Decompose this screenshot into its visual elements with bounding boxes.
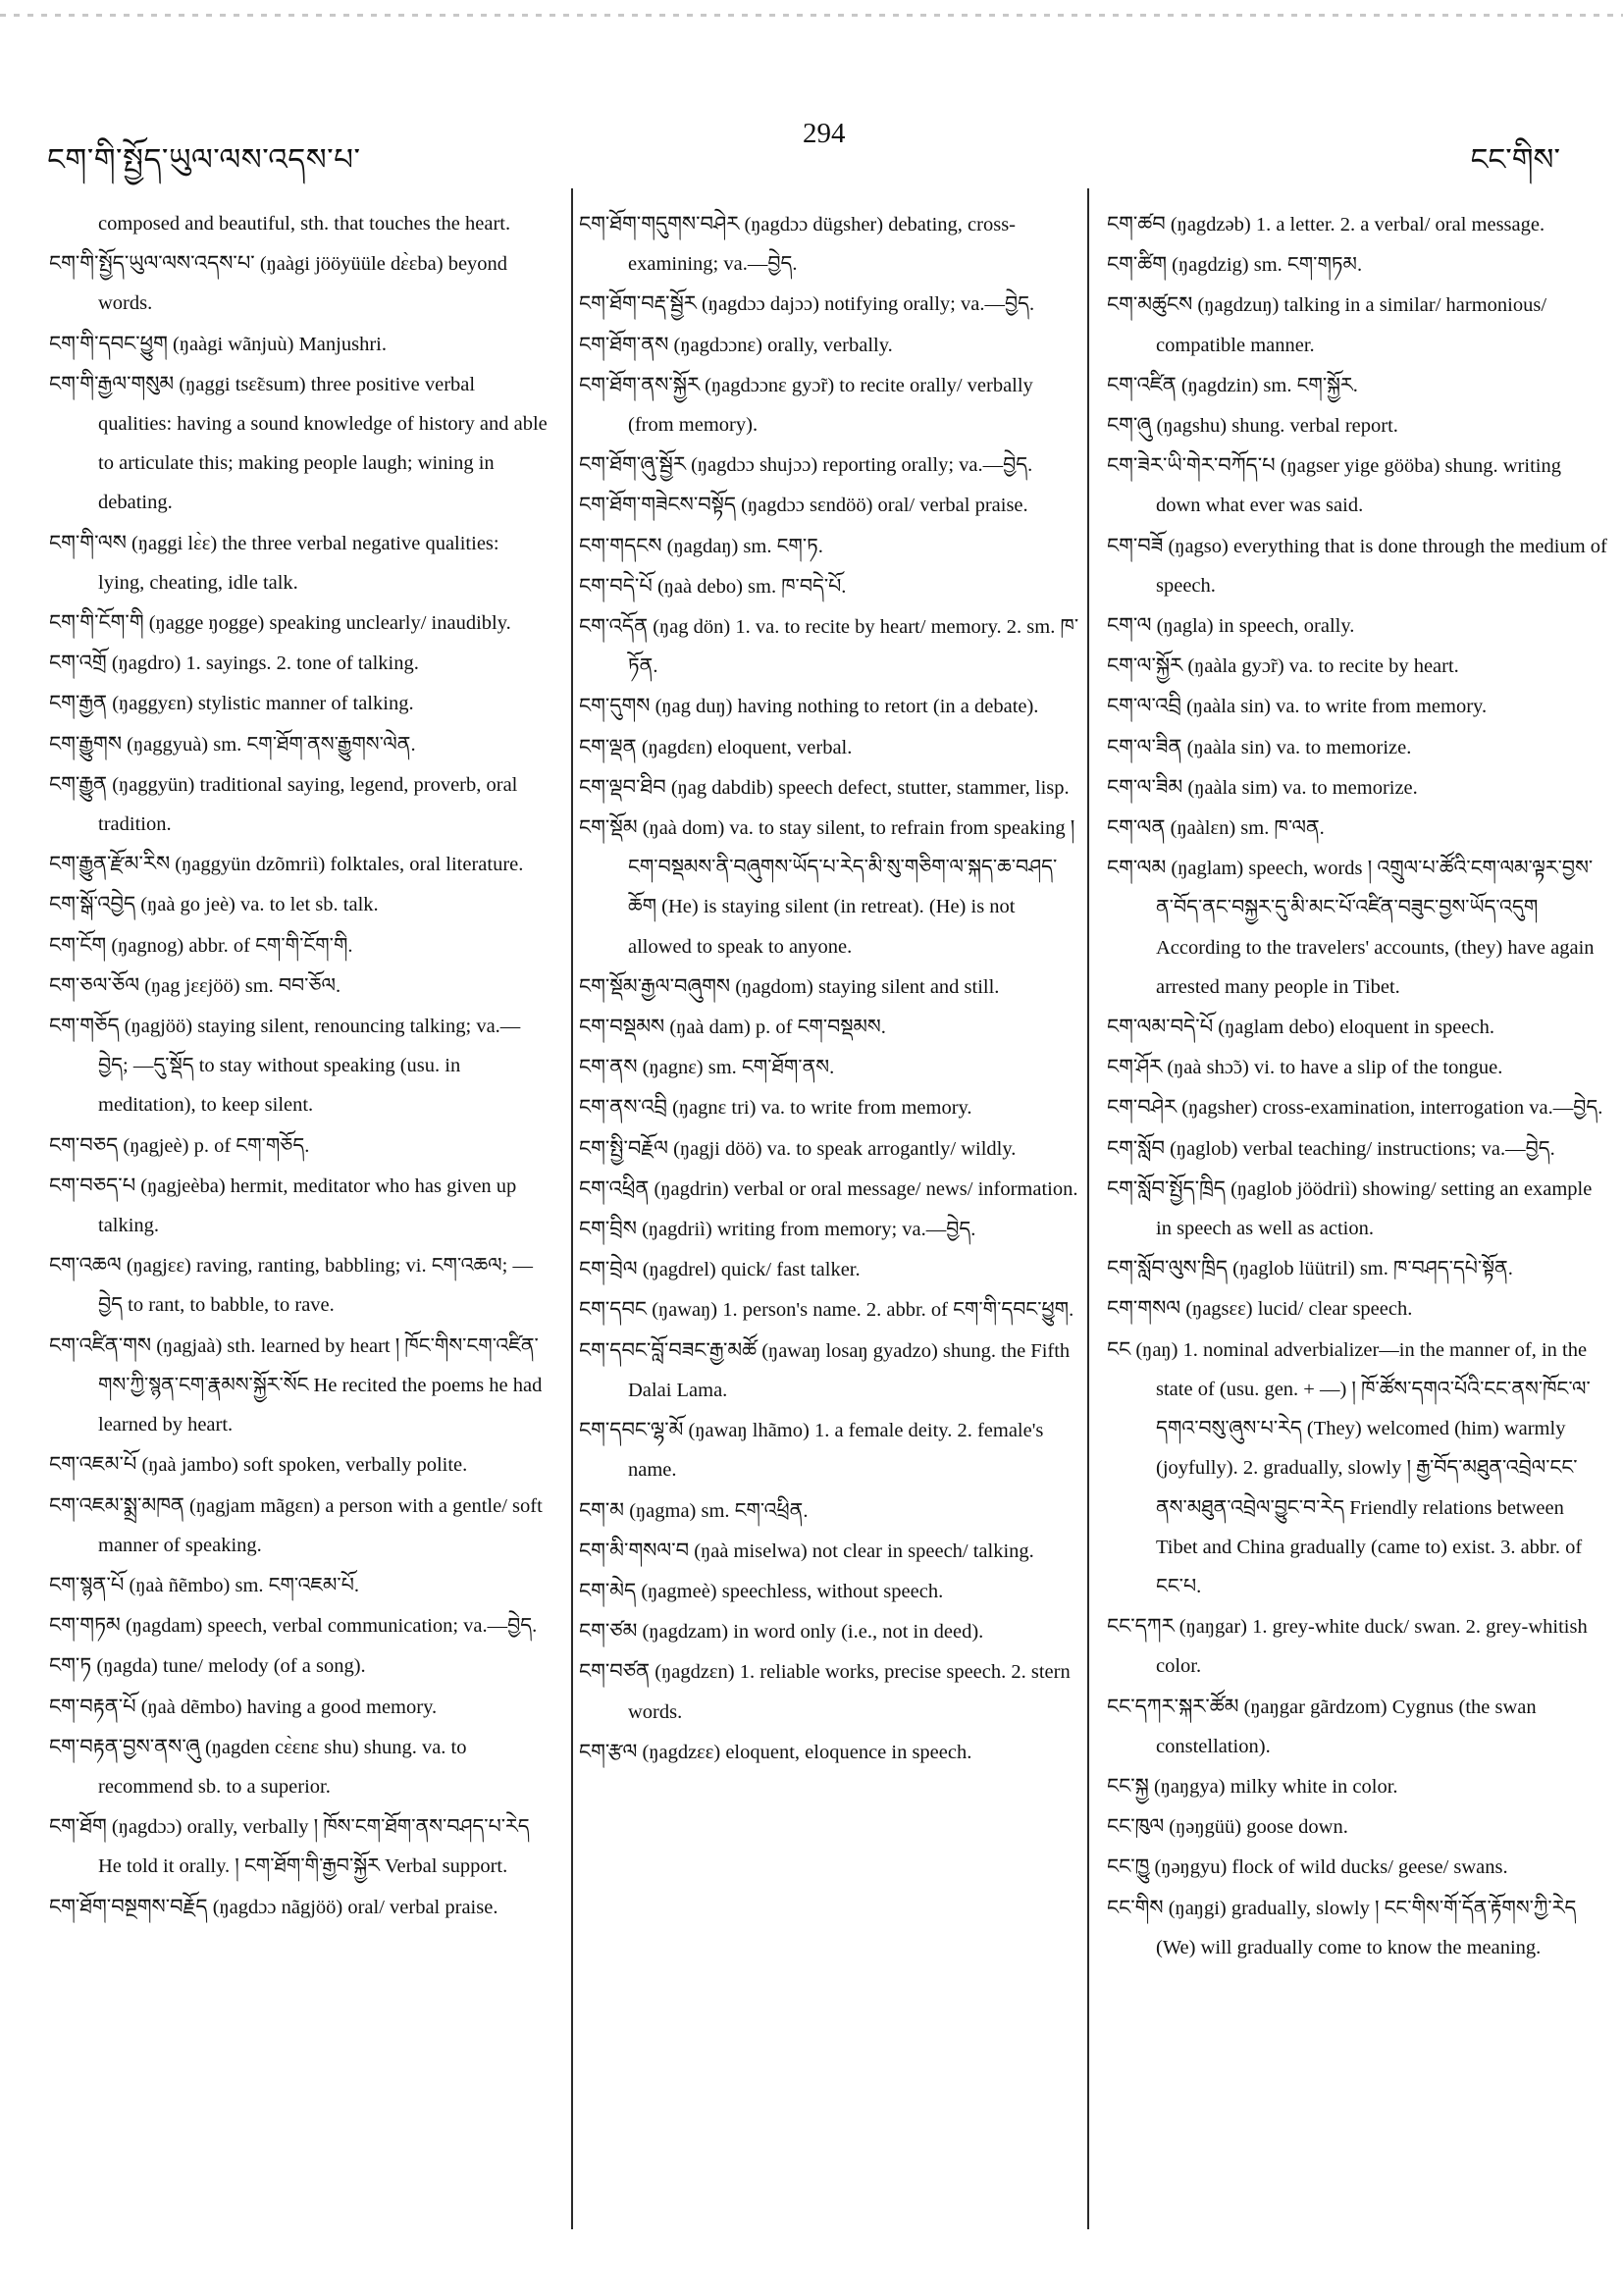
dictionary-entry: [49, 1245, 550, 1325]
dictionary-entry: [49, 1486, 550, 1565]
dictionary-entry: [49, 1687, 550, 1727]
entry-definition: (ŋagdzig) sm. ངག་གཏམ.: [1167, 254, 1363, 277]
entry-definition: (ŋag dabdib) speech defect, stutter, stammer, lisp.: [665, 776, 1070, 799]
dictionary-entry: [579, 1209, 1079, 1249]
entry-definition: (ŋag dön) 1. va. to recite by heart/ memory. 2. sm. ཁ་ཏོན.: [628, 616, 1079, 678]
entry-definition: (ŋagshu) shung. verbal report.: [1151, 415, 1398, 438]
entry-definition: (ŋaà ñẽmbo) sm. ངག་འཇམ་པོ.: [124, 1574, 359, 1596]
entry-headword: ངག་འགྲོ: [49, 651, 107, 675]
entry-headword: ངག་ཚབ: [1107, 212, 1166, 235]
entry-definition: (ŋagdɔɔ nãgjöö) oral/ verbal praise.: [207, 1896, 498, 1918]
dictionary-entry: [49, 1645, 550, 1686]
entry-definition: (ŋagma) sm. ངག་འཕྲིན.: [624, 1499, 809, 1522]
entry-definition: (ŋagda) tune/ melody (of a song).: [91, 1655, 366, 1678]
entry-headword: ངག་ཐོག་བསྔགས་བརྗོད: [49, 1894, 208, 1918]
entry-definition: (ŋaà dam) p. of ངག་བསྡམས.: [664, 1017, 886, 1039]
dictionary-entry: [49, 683, 550, 723]
dictionary-entry: [579, 1571, 1079, 1611]
entry-headword: ངག་སློབ་སྤྱོད་ཁྲིད: [1107, 1175, 1226, 1200]
running-head-right: ངང་གིས་: [1470, 142, 1560, 178]
entry-headword: ངག་གཅོད: [49, 1014, 120, 1038]
entry-definition: (ŋagden cɛ̀ɛnɛ shu) shung. va. to recommend sb. to a superior.: [98, 1736, 467, 1798]
dictionary-entry: [1107, 1687, 1607, 1766]
entry-headword: ངག་ཐོག: [49, 1814, 107, 1839]
dictionary-entry: [1107, 686, 1607, 726]
entry-headword: ངག་བྲིས: [579, 1217, 637, 1241]
entry-definition: (ŋawaŋ losaŋ gyadzo) shung. the Fifth Dalai Lama.: [628, 1339, 1071, 1401]
dictionary-entry: [1107, 285, 1607, 364]
entry-headword: ངག་ནས་འབྲི: [579, 1095, 667, 1120]
entry-definition: (ŋagdɔɔ dajɔɔ) notifying orally; va.—བྱེད.: [696, 293, 1035, 316]
entry-definition: (ŋaŋgar gãrdzom) Cygnus (the swan constellation).: [1156, 1696, 1537, 1757]
dictionary-entry: [49, 884, 550, 924]
entry-headword: ངག་མི་གསལ་བ: [579, 1538, 690, 1562]
entry-headword: ངག་ལན: [1107, 815, 1166, 840]
dictionary-entry: [1107, 1128, 1607, 1169]
entry-headword: ངག་ཏ: [49, 1653, 92, 1678]
dictionary-entry: [1107, 808, 1607, 848]
entry-headword: ངག་བཟོ: [1107, 533, 1164, 557]
entry-definition: (ŋagsher) cross-examination, interrogation va.—བྱེད.: [1177, 1097, 1603, 1120]
dictionary-entry: [579, 606, 1079, 686]
entry-headword: ངག་བརྟན་པོ: [49, 1694, 136, 1718]
entry-definition: (ŋagdrin) verbal or oral message/ news/ information.: [649, 1177, 1078, 1200]
entry-headword: ངག་གི་ལས: [49, 530, 127, 554]
dictionary-entry: [579, 1490, 1079, 1531]
column-2: [579, 204, 1079, 1772]
entry-definition: (ŋaglob jöödriì) showing/ setting an example in speech as well as action.: [1156, 1177, 1593, 1240]
entry-definition: (ŋaglam debo) eloquent in speech.: [1213, 1017, 1494, 1039]
entry-headword: ངག་སྡོམ: [579, 815, 638, 840]
entry-headword: ངག་ཤོར: [1107, 1055, 1163, 1079]
entry-headword: ངག་རྒྱུན་རྫོམ་རིས: [49, 852, 171, 876]
entry-definition: (ŋaà miselwa) not clear in speech/ talking.: [689, 1539, 1034, 1562]
dictionary-entry: [1107, 405, 1607, 445]
entry-definition: (ŋaglob lüütril) sm. ཁ་བཤད་དཔེ་སྟོན.: [1228, 1258, 1513, 1280]
entry-definition: (ŋagnɛ) sm. ངག་ཐོག་ནས.: [637, 1057, 835, 1079]
entry-headword: ངག་རྩལ: [579, 1739, 638, 1763]
entry-definition: (ŋag duŋ) having nothing to retort (in a debate).: [650, 696, 1039, 718]
entry-headword: ངག་དབང་བློ་བཟང་རྒྱ་མཚོ: [579, 1337, 758, 1362]
entry-headword: ངག་འཆལ: [49, 1253, 122, 1278]
dictionary-entry: [49, 1444, 550, 1485]
entry-headword: ངག་རྒྱན: [49, 691, 108, 715]
entry-definition: (ŋagdzam) in word only (i.e., not in deed).: [637, 1621, 984, 1644]
entry-definition: (ŋaà go jeè) va. to let sb. talk.: [135, 894, 379, 916]
entry-definition: (ŋaglob) verbal teaching/ instructions; va.—བྱེད.: [1164, 1137, 1555, 1160]
entry-definition: (ŋagdɔɔ shujɔɔ) reporting orally; va.—བྱེད.: [685, 454, 1033, 477]
dictionary-entry: [579, 1732, 1079, 1772]
entry-definition: (ŋaà shɔ̃ɔ) vi. to have a slip of the tongue.: [1162, 1057, 1503, 1079]
dictionary-entry: [579, 526, 1079, 566]
entry-headword: ངང་ཁྱུ: [1107, 1854, 1150, 1879]
dictionary-entry: [1107, 365, 1607, 405]
entry-headword: ངང་གིས: [1107, 1895, 1164, 1919]
entry-headword: ངག་ཙམ: [579, 1619, 638, 1644]
entry-headword: ངག་ལ་སྐྱོར: [1107, 653, 1183, 678]
dictionary-entry: [49, 1887, 550, 1927]
dictionary-entry: [579, 485, 1079, 525]
entry-headword: ངག་ཟེར་ཡི་གེར་བཀོད་པ: [1107, 453, 1276, 478]
entry-headword: ངག་འཇམ་པོ: [49, 1452, 137, 1477]
entry-headword: ངག་འཛིན: [1107, 372, 1177, 396]
entry-headword: ངག་ཅལ་ཅོལ: [49, 972, 140, 997]
entry-headword: ངག་བཙན: [579, 1659, 651, 1684]
entry-definition: (ŋaŋ) 1. nominal adverbializer—in the manner of, in the state of (usu. gen. + —) ། ཁོ་ཚོས་དགའ་པོའི་ངང་ནས་ཁོང་ལ་དགའ་བསུ་ཞུས་པ་རེད (They) welcomed (him) warmly (joyfully). 2. gradually, slowly ། རྒྱ་བོད་མཐུན་འབྲེལ་ངང་ནས་མཐུན་འབྲེལ་བྱུང་བ་རེད Friendly relations between Tibet and China gradually (came to) exist. 3. abbr. of ངང་པ.: [1130, 1338, 1591, 1597]
entry-headword: ངག་དུགས: [579, 694, 651, 718]
entry-headword: ངང་སྐྱ: [1107, 1773, 1149, 1798]
dictionary-entry: [49, 724, 550, 764]
entry-headword: ངག་བཤེར: [1107, 1095, 1178, 1120]
entry-headword: ངག་སྒོ་འབྱེད: [49, 892, 136, 916]
entry-headword: ངག་ཐོག་ནས: [579, 332, 669, 356]
dictionary-entry: [579, 1047, 1079, 1087]
entry-definition: (ŋaàla sin) va. to memorize.: [1181, 736, 1412, 758]
entry-headword: ངག་སློབ: [1107, 1135, 1165, 1160]
dictionary-entry: [49, 1806, 550, 1886]
dictionary-entry: [579, 444, 1079, 485]
entry-definition: (ŋagjam mãgɛn) a person with a gentle/ soft manner of speaking.: [98, 1494, 543, 1556]
entry-headword: ངག་བསྡམས: [579, 1015, 665, 1039]
entry-definition: (ŋagla) in speech, orally.: [1151, 615, 1355, 638]
column-3: [1107, 204, 1607, 1967]
entry-definition: (ŋagdzɛn) 1. reliable works, precise speech. 2. stern words.: [628, 1661, 1071, 1723]
entry-headword: ངག་འདོན: [579, 614, 649, 639]
dictionary-entry: [579, 365, 1079, 444]
dictionary-entry: [1107, 1766, 1607, 1806]
entry-headword: ངག་གི་དབང་ཕྱུག: [49, 331, 168, 355]
entry-headword: ངག་འཇམ་སྨྲ་མཁན: [49, 1492, 184, 1517]
entry-definition: (ŋagjöö) staying silent, renouncing talking; va.—བྱེད; —དུ་སྡོད to stay without speaking (usu. in meditation), to keep silent.: [98, 1016, 521, 1117]
entry-headword: ངང་ཁུལ: [1107, 1814, 1165, 1839]
dictionary-entry: [579, 1331, 1079, 1410]
entry-definition: (ŋaŋgar) 1. grey-white duck/ swan. 2. grey-whitish color.: [1156, 1616, 1588, 1678]
column-divider: [571, 188, 573, 2229]
entry-headword: ངག་ཐོག་ནས་སྐྱོར: [579, 372, 701, 396]
dictionary-entry: [1107, 1606, 1607, 1686]
dictionary-entry: [1107, 1888, 1607, 1967]
dictionary-entry: [1107, 526, 1607, 605]
dictionary-entry: [1107, 1047, 1607, 1087]
dictionary-entry: [579, 1611, 1079, 1651]
dictionary-entry: [1107, 1847, 1607, 1887]
dictionary-entry: [579, 727, 1079, 767]
entry-definition: (ŋagdzuŋ) talking in a similar/ harmonious/ compatible manner.: [1156, 294, 1547, 356]
entry-definition: (ŋaggyün) traditional saying, legend, proverb, oral tradition.: [98, 773, 518, 836]
entry-headword: ངག་ཚིག: [1107, 252, 1168, 277]
entry-headword: ངག་ནས: [579, 1055, 638, 1079]
entry-headword: ངང་དཀར་སྐར་ཚོམ: [1107, 1694, 1239, 1718]
dictionary-entry: [579, 284, 1079, 324]
entry-definition: (ŋaàgi jööyüüle dɛ̀ɛba) beyond words.: [98, 253, 508, 315]
dictionary-entry: [49, 602, 550, 643]
entry-headword: ངག་བྲེལ: [579, 1257, 638, 1281]
entry-definition: (ŋaà dẽmbo) having a good memory.: [135, 1696, 438, 1718]
entry-definition: (ŋagser yige gööba) shung. writing down what ever was said.: [1156, 455, 1561, 517]
dictionary-entry: [49, 1125, 550, 1166]
entry-headword: ངག་ལམ: [1107, 856, 1167, 880]
dictionary-entry: [49, 925, 550, 965]
entry-headword: ངག་ངོག: [49, 932, 107, 957]
dictionary-entry: [1107, 605, 1607, 646]
dictionary-entry: [579, 1289, 1079, 1330]
entry-definition: (ŋagjaà) sth. learned by heart ། ཁོང་གིས་ངག་འཛིན་གས་ཀྱི་སྙན་ངག་རྣམས་སྐྱོར་སོང He recited the poems he had learned by heart.: [98, 1334, 543, 1436]
dictionary-entry: [579, 767, 1079, 808]
dictionary-entry: [579, 325, 1079, 365]
dictionary-entry: [49, 764, 550, 844]
entry-definition: (ŋəŋgüü) goose down.: [1164, 1816, 1348, 1839]
dictionary-entry: [1107, 1087, 1607, 1127]
entry-definition: (ŋagge ŋogge) speaking unclearly/ inaudibly.: [143, 612, 511, 635]
entry-headword: ངག་དབང: [579, 1297, 648, 1322]
dictionary-entry: [1107, 445, 1607, 525]
dictionary-entry: [579, 808, 1079, 966]
entry-headword: ངག་ཐོག་གཟེངས་བསྟོད: [579, 493, 736, 517]
dictionary-entry: [579, 1007, 1079, 1047]
entry-definition: (ŋaà jambo) soft spoken, verbally polite.: [136, 1454, 468, 1477]
entry-definition: (ŋaggi tsɛ̃ɛsum) three positive verbal qualities: having a sound knowledge of history and able to articulate this; making people laugh; wining in debating.: [98, 373, 548, 514]
entry-headword: ངག་བརྟན་བྱས་ནས་ཞུ: [49, 1734, 200, 1758]
entry-definition: (ŋagdzəb) 1. a letter. 2. a verbal/ oral message.: [1165, 214, 1545, 235]
entry-headword: ངག་ཐོག་བརྡ་སྦྱོར: [579, 291, 697, 316]
entry-definition: (ŋagjeèba) hermit, meditator who has given up talking.: [98, 1174, 517, 1237]
entry-definition: (ŋaglam) speech, words ། འགྲུལ་པ་ཚོའི་ངག་ལམ་ལྟར་བྱས་ན་བོད་ནང་བསྐྱར་དུ་མི་མང་པོ་འཛིན་བཟུང་བྱས་ཡོད་འདུག According to the travelers' accounts, (they) have again arrested many people in Tibet.: [1156, 858, 1595, 998]
entry-definition: (ŋagji döö) va. to speak arrogantly/ wildly.: [668, 1137, 1017, 1160]
dictionary-entry: [49, 965, 550, 1006]
column-1: [49, 204, 550, 1927]
entry-headword: ངག་གཏམ: [49, 1613, 121, 1638]
entry-headword: ངག་སྙན་པོ: [49, 1572, 125, 1596]
dictionary-entry: [579, 1249, 1079, 1289]
dictionary-entry: [49, 1326, 550, 1445]
entry-headword: ངག་བཅད་པ: [49, 1173, 136, 1197]
entry-headword: ངག་མཚུངས: [1107, 292, 1193, 317]
dictionary-entry: [579, 966, 1079, 1007]
entry-headword: ངག་ལྡབ་ཐིབ: [579, 774, 666, 799]
entry-headword: ངག་དབང་ལྷ་མོ: [579, 1418, 684, 1442]
dictionary-entry: [1107, 646, 1607, 686]
entry-definition: (ŋagdro) 1. sayings. 2. tone of talking.: [106, 652, 419, 675]
entry-headword: ངག་ལྡན: [579, 734, 637, 758]
entry-headword: ངག་ཐོག་ཞུ་སྦྱོར: [579, 452, 686, 477]
entry-definition: (ŋaà debo) sm. ཁ་བདེ་པོ.: [652, 575, 847, 598]
dictionary-entry: [579, 1531, 1079, 1571]
dictionary-entry: [49, 364, 550, 523]
dictionary-entry: [1107, 1248, 1607, 1288]
dictionary-entry: [579, 1128, 1079, 1169]
entry-definition: (ŋawaŋ lhãmo) 1. a female deity. 2. female's name.: [628, 1420, 1044, 1482]
dictionary-entry: [579, 1410, 1079, 1489]
entry-headword: ངག་གི་སྤྱོད་ཡུལ་ལས་འདས་པ་: [49, 251, 255, 276]
dictionary-entry: [49, 204, 550, 243]
entry-definition: (ŋagdɔɔ dügsher) debating, cross-examining; va.—བྱེད.: [628, 214, 1016, 276]
entry-definition: (ŋaàla sim) va. to memorize.: [1182, 776, 1418, 799]
dictionary-entry: [1107, 204, 1607, 244]
dictionary-entry: [579, 1169, 1079, 1209]
entry-definition: (ŋaŋgi) gradually, slowly ། ངང་གིས་གོ་དོན་རྟོགས་ཀྱི་རེད (We) will gradually come to know the meaning.: [1156, 1897, 1577, 1958]
entry-definition: (ŋaàla sin) va. to write from memory.: [1180, 696, 1488, 718]
entry-definition: (ŋagdzin) sm. ངག་སྐྱོར.: [1176, 374, 1358, 396]
entry-definition: (ŋaggi lɛ̀ɛ) the three verbal negative qualities: lying, cheating, idle talk.: [98, 532, 499, 594]
entry-headword: ངག་སྡོམ་རྒྱལ་བཞུགས: [579, 973, 731, 998]
column-divider: [1087, 188, 1089, 2229]
entry-definition: (ŋaàla gyɔ̃r) va. to recite by heart.: [1182, 655, 1459, 678]
dictionary-entry: [579, 686, 1079, 726]
entry-headword: ངག་བཅད: [49, 1132, 119, 1157]
entry-definition: (ŋagdɛn) eloquent, verbal.: [636, 736, 853, 758]
entry-headword: ངག་གི་རྒྱལ་གསུམ: [49, 371, 175, 395]
entry-headword: ངག་བདེ་པོ: [579, 573, 653, 598]
dictionary-entry: [1107, 767, 1607, 808]
dictionary-entry: [49, 1565, 550, 1605]
entry-definition: (ŋagjeè) p. of ངག་གཅོད.: [118, 1134, 310, 1157]
entry-definition: (ŋaggyuà) sm. ངག་ཐོག་ནས་རྒྱུགས་ལེན.: [122, 733, 416, 756]
entry-headword: ངང་དཀར: [1107, 1614, 1175, 1639]
entry-definition: (ŋagdom) staying silent and still.: [730, 975, 1000, 998]
dictionary-entry: [1107, 244, 1607, 285]
dictionary-entry: [579, 204, 1079, 284]
entry-headword: ངག་མ: [579, 1497, 625, 1522]
entry-definition: (ŋagsɛɛ) lucid/ clear speech.: [1180, 1298, 1413, 1321]
entry-headword: ངག་ཐོག་གདུགས་བཤེར: [579, 212, 740, 235]
entry-definition: (ŋaŋgya) milky white in color.: [1148, 1775, 1398, 1798]
entry-definition: (ŋəŋgyu) flock of wild ducks/ geese/ swans.: [1149, 1856, 1508, 1879]
entry-headword: ངག་ལམ་བདེ་པོ: [1107, 1015, 1214, 1039]
entry-definition: (ŋaàgi wãnjuù) Manjushri.: [167, 333, 387, 355]
entry-headword: ངག་རྒྱུགས: [49, 731, 123, 756]
dictionary-entry: [579, 566, 1079, 606]
entry-headword: ངག་གི་ངོག་གི: [49, 610, 144, 635]
entry-definition: (ŋaggyɛn) stylistic manner of talking.: [107, 693, 414, 715]
dictionary-entry: [1107, 1330, 1607, 1606]
entry-definition: (ŋagdɔɔnɛ gyɔ̃r) to recite orally/ verbally (from memory).: [628, 374, 1033, 437]
entry-headword: ངག་རྒྱུན: [49, 771, 108, 796]
entry-headword: ངག་འཛིན་གས: [49, 1332, 152, 1357]
entry-definition: (ŋagdrel) quick/ fast talker.: [637, 1259, 861, 1281]
dictionary-entry: [579, 1651, 1079, 1731]
dictionary-entry: [1107, 1288, 1607, 1329]
entry-definition: (ŋagnɛ tri) va. to write from memory.: [666, 1097, 972, 1120]
entry-headword: ངག་འཕྲིན: [579, 1175, 650, 1200]
entry-definition: (ŋaàlɛn) sm. ཁ་ལན.: [1165, 817, 1325, 840]
entry-headword: ངག་ལ: [1107, 613, 1152, 638]
entry-definition: (ŋagdaŋ) sm. ངག་ཏ.: [661, 535, 823, 557]
entry-headword: ངག་མེད: [579, 1578, 637, 1602]
entry-headword: ངག་སློབ་ལུས་ཁྲིད: [1107, 1256, 1228, 1280]
entry-definition: (ŋagdzɛɛ) eloquent, eloquence in speech.: [637, 1741, 972, 1763]
dictionary-entry: [1107, 1169, 1607, 1248]
dictionary-entry: [49, 523, 550, 602]
dictionary-entry: [1107, 1806, 1607, 1847]
dictionary-entry: [1107, 848, 1607, 1007]
entry-definition: (ŋagdɔɔ sɛndöö) oral/ verbal praise.: [736, 495, 1028, 517]
entry-headword: ངག་ལ་འབྲི: [1107, 694, 1181, 718]
entry-definition: (ŋagdɔɔ) orally, verbally ། ཁོས་ངག་ཐོག་ནས་བཤད་པ་རེད He told it orally. ། ངག་ཐོག་གི་རྒྱབ་སྐྱོར Verbal support.: [98, 1816, 530, 1878]
entry-headword: ངག་སྤྱི་བརྗོལ: [579, 1135, 668, 1160]
entry-definition: (ŋaà dom) va. to stay silent, to refrain from speaking ། ངག་བསྡམས་ནི་བཞུགས་ཡོད་པ་རེད་མི་སུ་གཅིག་ལ་སྐད་ཆ་བཤད་ཆོག (He) is staying silent (in retreat). (He) is not allowed to speak to anyone.: [628, 817, 1075, 958]
entry-definition: composed and beautiful, sth. that touches the heart.: [98, 213, 511, 235]
entry-definition: (ŋawaŋ) 1. person's name. 2. abbr. of ངག་གི་དབང་ཕྱུག.: [647, 1299, 1074, 1322]
entry-headword: ངང: [1107, 1336, 1131, 1361]
entry-definition: (ŋag jɛɛjöö) sm. བབ་ཅོལ.: [139, 974, 341, 997]
dictionary-entry: [579, 1087, 1079, 1127]
dictionary-entry: [1107, 727, 1607, 767]
dictionary-entry: [49, 1166, 550, 1245]
entry-headword: ངག་ལ་ཟིན: [1107, 734, 1182, 758]
scan-artifact-line: [0, 14, 1623, 17]
dictionary-entry: [49, 844, 550, 884]
entry-definition: (ŋagso) everything that is done through the medium of speech.: [1156, 535, 1607, 597]
entry-definition: (ŋagdam) speech, verbal communication; va.—བྱེད.: [120, 1615, 538, 1638]
running-head-left: ངག་གི་སྤྱོད་ཡུལ་ལས་འདས་པ་: [47, 142, 361, 178]
dictionary-entry: [49, 1727, 550, 1806]
entry-headword: ངག་གདངས: [579, 533, 662, 557]
dictionary-entry: [49, 324, 550, 364]
entry-definition: (ŋaggyün dzõmriì) folktales, oral literature.: [170, 854, 524, 876]
entry-definition: (ŋagmeè) speechless, without speech.: [636, 1580, 944, 1602]
dictionary-entry: [1107, 1007, 1607, 1047]
entry-headword: ངག་ཞུ: [1107, 413, 1152, 438]
entry-definition: (ŋagdriì) writing from memory; va.—བྱེད.: [636, 1219, 976, 1241]
entry-definition: (ŋagdɔɔnɛ) orally, verbally.: [668, 334, 893, 356]
page-number: 294: [803, 118, 846, 149]
dictionary-entry: [49, 643, 550, 683]
entry-definition: (ŋagjɛɛ) raving, ranting, babbling; vi. ངག་འཆལ; —བྱེད to rant, to babble, to rave.: [98, 1255, 533, 1317]
dictionary-entry: [49, 243, 550, 323]
entry-headword: ངག་ལ་ཟིམ: [1107, 774, 1183, 799]
entry-headword: ངག་གསལ: [1107, 1296, 1181, 1321]
entry-definition: (ŋagnog) abbr. of ངག་གི་ངོག་གི.: [106, 934, 353, 957]
dictionary-entry: [49, 1605, 550, 1645]
dictionary-entry: [49, 1006, 550, 1125]
